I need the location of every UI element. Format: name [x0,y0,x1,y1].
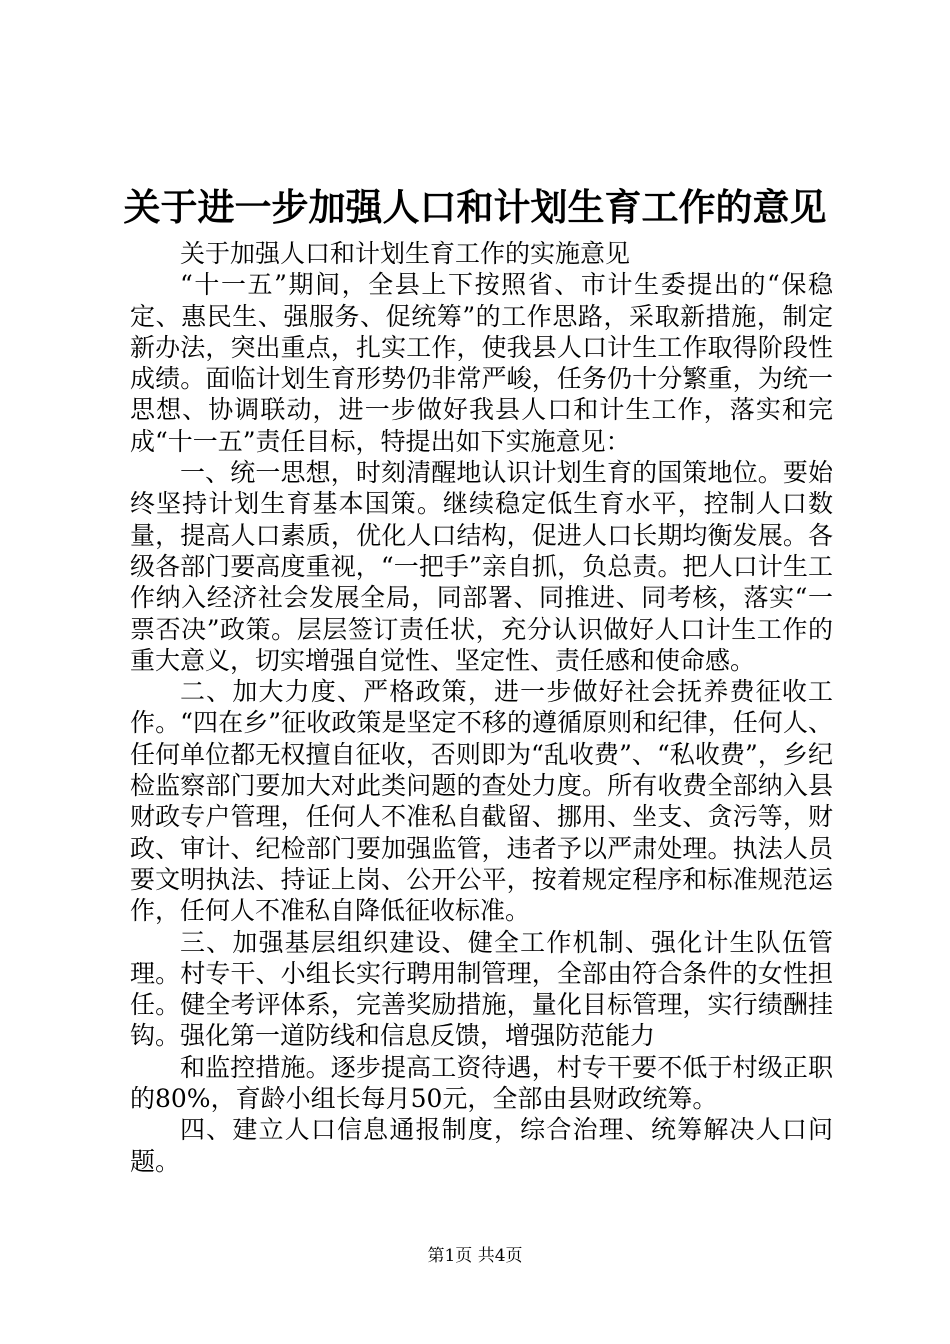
paragraph-intro: “十一五”期间，全县上下按照省、市计生委提出的“保稳定、惠民生、强服务、促统筹”的工作思路，采取新措施，制定新办法，突出重点，扎实工作，使我县人口计生工作取得阶段性成绩。面临计划生育形势仍非常严峻，任务仍十分繁重，为统一思想、协调联动，进一步做好我县人口和计生工作，落实和完成“十一五”责任目标，特提出如下实施意见： [130,270,833,456]
paragraph-subtitle: 关于加强人口和计划生育工作的实施意见 [180,239,631,268]
paragraph-section-2: 二、加大力度、严格政策，进一步做好社会抚养费征收工作。“四在乡”征收政策是坚定不移的遵循原则和纪律，任何人、任何单位都无权擅自征收，否则即为“乱收费”、“私收费”，乡纪检监察部门要加大对此类问题的查处力度。所有收费全部纳入县财政专户管理，任何人不准私自截留、挪用、坐支、贪污等，财政、审计、纪检部门要加强监管，违者予以严肃处理。执法人员要文明执法、持证上岗、公开公平，按着规定程序和标准规范运作，任何人不准私自降低征收标准。 [130,677,833,926]
paragraph-section-4: 四、建立人口信息通报制度，综合治理、统筹解决人口问题。 [130,1115,833,1176]
paragraph-section-3-continued: 和监控措施。逐步提高工资待遇，村专干要不低于村级正职的80%，育龄小组长每月50元，全部由县财政统筹。 [130,1052,833,1114]
document-title: 关于进一步加强人口和计划生育工作的意见 [123,185,827,229]
document-body [130,238,833,1177]
page-footer: 第1页 共4页 [427,1246,523,1266]
paragraph-section-3: 三、加强基层组织建设、健全工作机制、强化计生队伍管理。村专干、小组长实行聘用制管理，全部由符合条件的女性担任。健全考评体系，完善奖励措施，量化目标管理，实行绩酬挂钩。强化第一道防线和信息反馈，增强防范能力 [130,927,833,1051]
paragraph-section-1: 一、统一思想，时刻清醒地认识计划生育的国策地位。要始终坚持计划生育基本国策。继续稳定低生育水平，控制人口数量，提高人口素质，优化人口结构，促进人口长期均衡发展。各级各部门要高度重视，“一把手”亲自抓，负总责。把人口计生工作纳入经济社会发展全局，同部署、同推进、同考核，落实“一票否决”政策。层层签订责任状，充分认识做好人口计生工作的重大意义，切实增强自觉性、坚定性、责任感和使命感。 [130,458,833,675]
